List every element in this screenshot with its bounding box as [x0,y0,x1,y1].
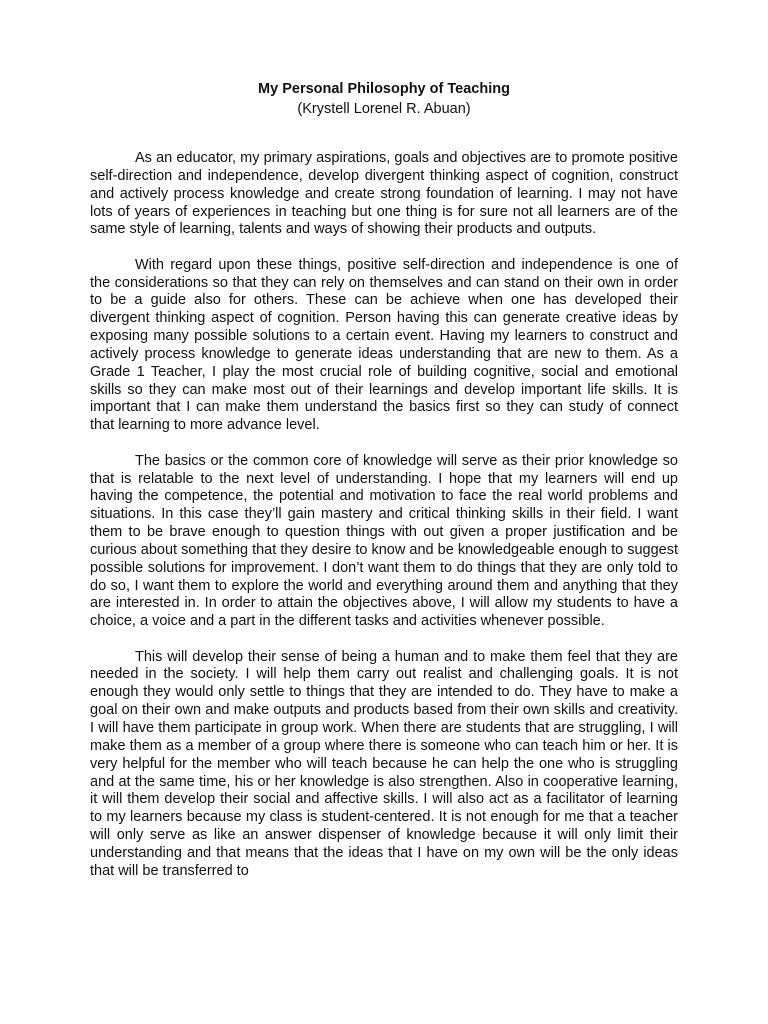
document-author: (Krystell Lorenel R. Abuan) [297,101,471,117]
paragraph-3: The basics or the common core of knowledge will serve as their prior knowledge so that is relatable to the next level of understanding. I hope that my learners will end up having the competence, the potential and motivation to face the real world problems and situations. In this case they’ll gain mastery and critical thinking skills in their field. I want them to be brave enough to question things with out given a proper justification and be curious about something that they desire to know and be knowledgeable enough to suggest possible solutions for improvement. I don’t want them to do things that they are only told to do so, I want them to explore the world and everything around them and anything that they are interested in. In order to attain the objectives above, I will allow my students to have a choice, a voice and a part in the different tasks and activities whenever possible. [90,452,678,630]
paragraph-2: With regard upon these things, positive self-direction and independence is one of the considerations so that they can rely on themselves and can stand on their own in order to be a guide also for others. These can be achieve when one has developed their divergent thinking aspect of cognition. Person having this can generate creative ideas by exposing many possible solutions to a certain event. Having my learners to construct and actively process knowledge to generate ideas understanding that are new to them. As a Grade 1 Teacher, I play the most crucial role of building cognitive, social and emotional skills so they can make most out of their learnings and develop important life skills. It is important that I can make them understand the basics first so they can study of connect that learning to more advance level. [90,256,678,434]
paragraph-1: As an educator, my primary aspirations, goals and objectives are to promote positive self-direction and independence, develop divergent thinking aspect of cognition, construct and actively process knowledge and create strong foundation of learning. I may not have lots of years of experiences in teaching but one thing is for sure not all learners are of the same style of learning, talents and ways of showing their products and outputs. [90,150,678,238]
paragraph-4: This will develop their sense of being a human and to make them feel that they are needed in the society. I will help them carry out realist and challenging goals. It is not enough they would only settle to things that they are intended to do. They have to make a goal on their own and make outputs and products based from their own skills and creativity. I will have them participate in group work. When there are students that are struggling, I will make them as a member of a group where there is someone who can teach him or her. It is very helpful for the member who will teach because he can help the one who is struggling and at the same time, his or her knowledge is also strengthen. Also in cooperative learning, it will them develop their social and affective skills. I will also act as a facilitator of learning to my learners because my class is student-centered. It is not enough for me that a teacher will only serve as like an answer dispenser of knowledge because it will only limit their understanding and that means that the ideas that I have on my own will be the only ideas that will be transferred to [90,648,678,879]
document-body [90,150,678,898]
document-title: My Personal Philosophy of Teaching [258,81,510,97]
